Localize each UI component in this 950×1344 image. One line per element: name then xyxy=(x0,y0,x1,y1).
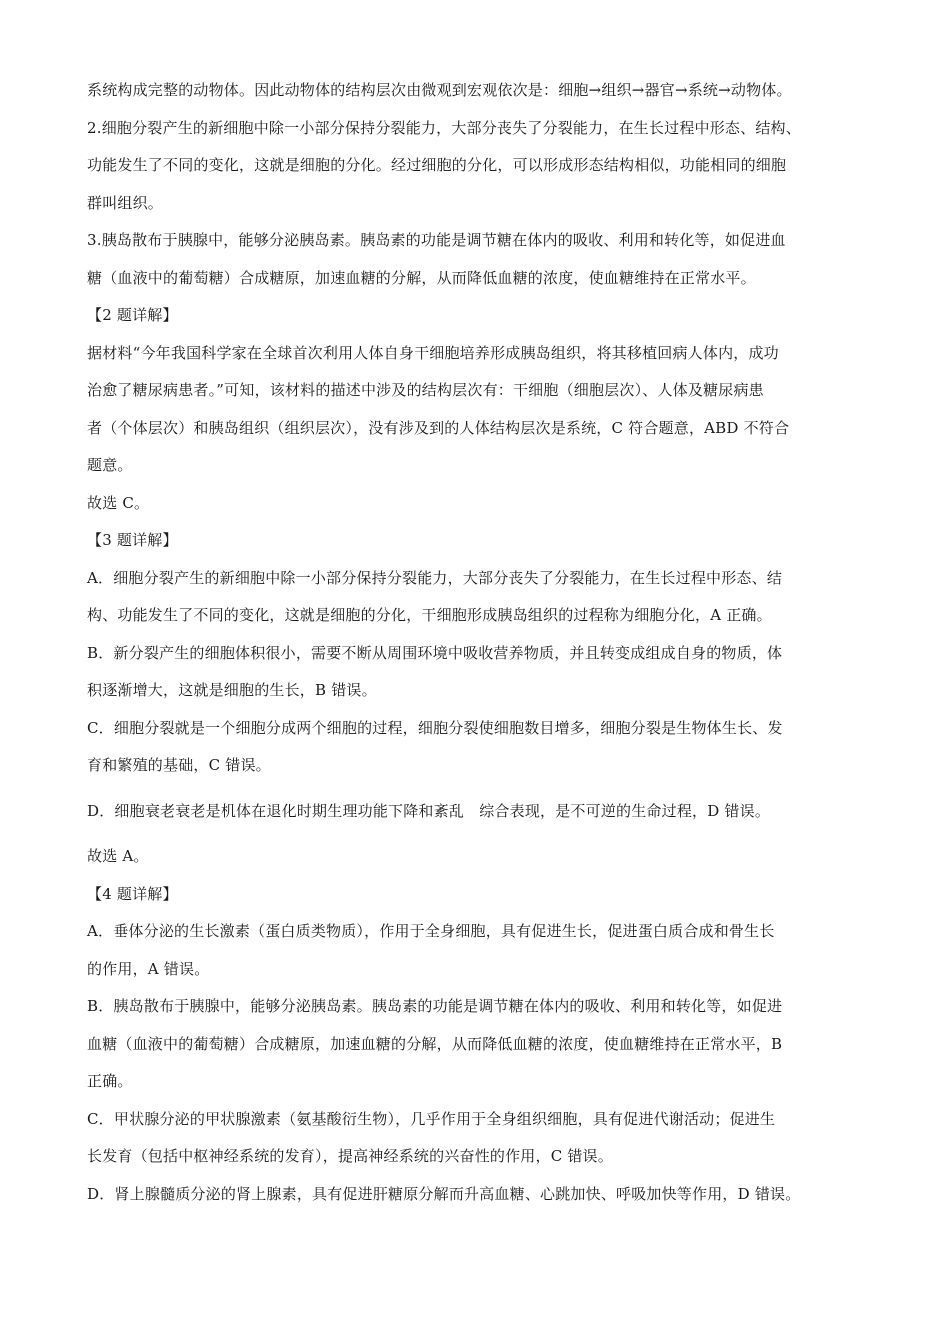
answer-line: 故选 A。 xyxy=(87,847,149,865)
text-line: A．细胞分裂产生的新细胞中除一小部分保持分裂能力，大部分丧失了分裂能力，在生长过程中形态、结 xyxy=(87,568,783,587)
text-line: 血糖（血液中的葡萄糖）合成糖原，加速血糖的分解，从而降低血糖的浓度，使血糖维持在正常水平，B xyxy=(87,1034,783,1053)
text-line: 育和繁殖的基础，C 错误。 xyxy=(87,756,271,774)
text-line: 构、功能发生了不同的变化，这就是细胞的分化，干细胞形成胰岛组织的过程称为细胞分化，A 正确。 xyxy=(87,606,772,624)
text-line: 的作用，A 错误。 xyxy=(87,959,210,978)
text-line: 群叫组织。 xyxy=(87,193,164,212)
section-heading: 【3 题详解】 xyxy=(87,531,178,549)
text-line: 系统构成完整的动物体。因此动物体的结构层次由微观到宏观依次是：细胞→组织→器官→系统→动物体。 xyxy=(87,81,792,99)
text-line: B．胰岛散布于胰腺中，能够分泌胰岛素。胰岛素的功能是调节糖在体内的吸收、利用和转化等，如促进 xyxy=(87,997,783,1015)
section-heading: 【4 题详解】 xyxy=(87,884,178,903)
text-line: D．细胞衰老衰老是机体在退化时期生理功能下降和紊乱 综合表现，是不可逆的生命过程，D 错误。 xyxy=(87,801,771,820)
text-line: 糖（血液中的葡萄糖）合成糖原，加速血糖的分解，从而降低血糖的浓度，使血糖维持在正常水平。 xyxy=(87,268,756,287)
text-line: 治愈了糖尿病患者。”可知，该材料的描述中涉及的结构层次有：干细胞（细胞层次）、人体及糖尿病患 xyxy=(87,381,764,399)
text-line: 题意。 xyxy=(87,456,133,474)
text-line: A．垂体分泌的生长激素（蛋白质类物质），作用于全身细胞，具有促进生长，促进蛋白质合成和骨生长 xyxy=(87,922,775,940)
text-line: 3.胰岛散布于胰腺中，能够分泌胰岛素。胰岛素的功能是调节糖在体内的吸收、利用和转化等，如促进血 xyxy=(87,231,786,249)
text-line: 2.细胞分裂产生的新细胞中除一小部分保持分裂能力，大部分丧失了分裂能力，在生长过程中形态、结构、 xyxy=(87,118,801,137)
text-line: D．肾上腺髓质分泌的肾上腺素，具有促进肝糖原分解而升高血糖、心跳加快、呼吸加快等作用，D 错误。 xyxy=(87,1184,801,1203)
text-line: 正确。 xyxy=(87,1072,133,1090)
text-line: B．新分裂产生的细胞体积很小，需要不断从周围环境中吸收营养物质，并且转变成组成自身的物质，体 xyxy=(87,643,783,662)
text-line: 长发育（包括中枢神经系统的发育），提高神经系统的兴奋性的作用，C 错误。 xyxy=(87,1147,613,1165)
text-line: 功能发生了不同的变化，这就是细胞的分化。经过细胞的分化，可以形成形态结构相似，功能相同的细胞 xyxy=(87,156,787,174)
section-heading: 【2 题详解】 xyxy=(87,306,178,324)
text-line: 积逐渐增大，这就是细胞的生长，B 错误。 xyxy=(87,681,377,699)
document-page xyxy=(87,72,877,1213)
text-line: 者（个体层次）和胰岛组织（组织层次），没有涉及到的人体结构层次是系统，C 符合题意，ABD 不符合 xyxy=(87,418,790,437)
text-line: C．细胞分裂就是一个细胞分成两个细胞的过程，细胞分裂使细胞数目增多，细胞分裂是生物体生长、发 xyxy=(87,718,783,737)
answer-line: 故选 C。 xyxy=(87,493,150,512)
text-line: C．甲状腺分泌的甲状腺激素（氨基酸衍生物），几乎作用于全身组织细胞，具有促进代谢活动；促进生 xyxy=(87,1109,776,1128)
text-line: 据材料“今年我国科学家在全球首次利用人体自身干细胞培养形成胰岛组织，将其移植回病人体内，成功 xyxy=(87,343,779,362)
